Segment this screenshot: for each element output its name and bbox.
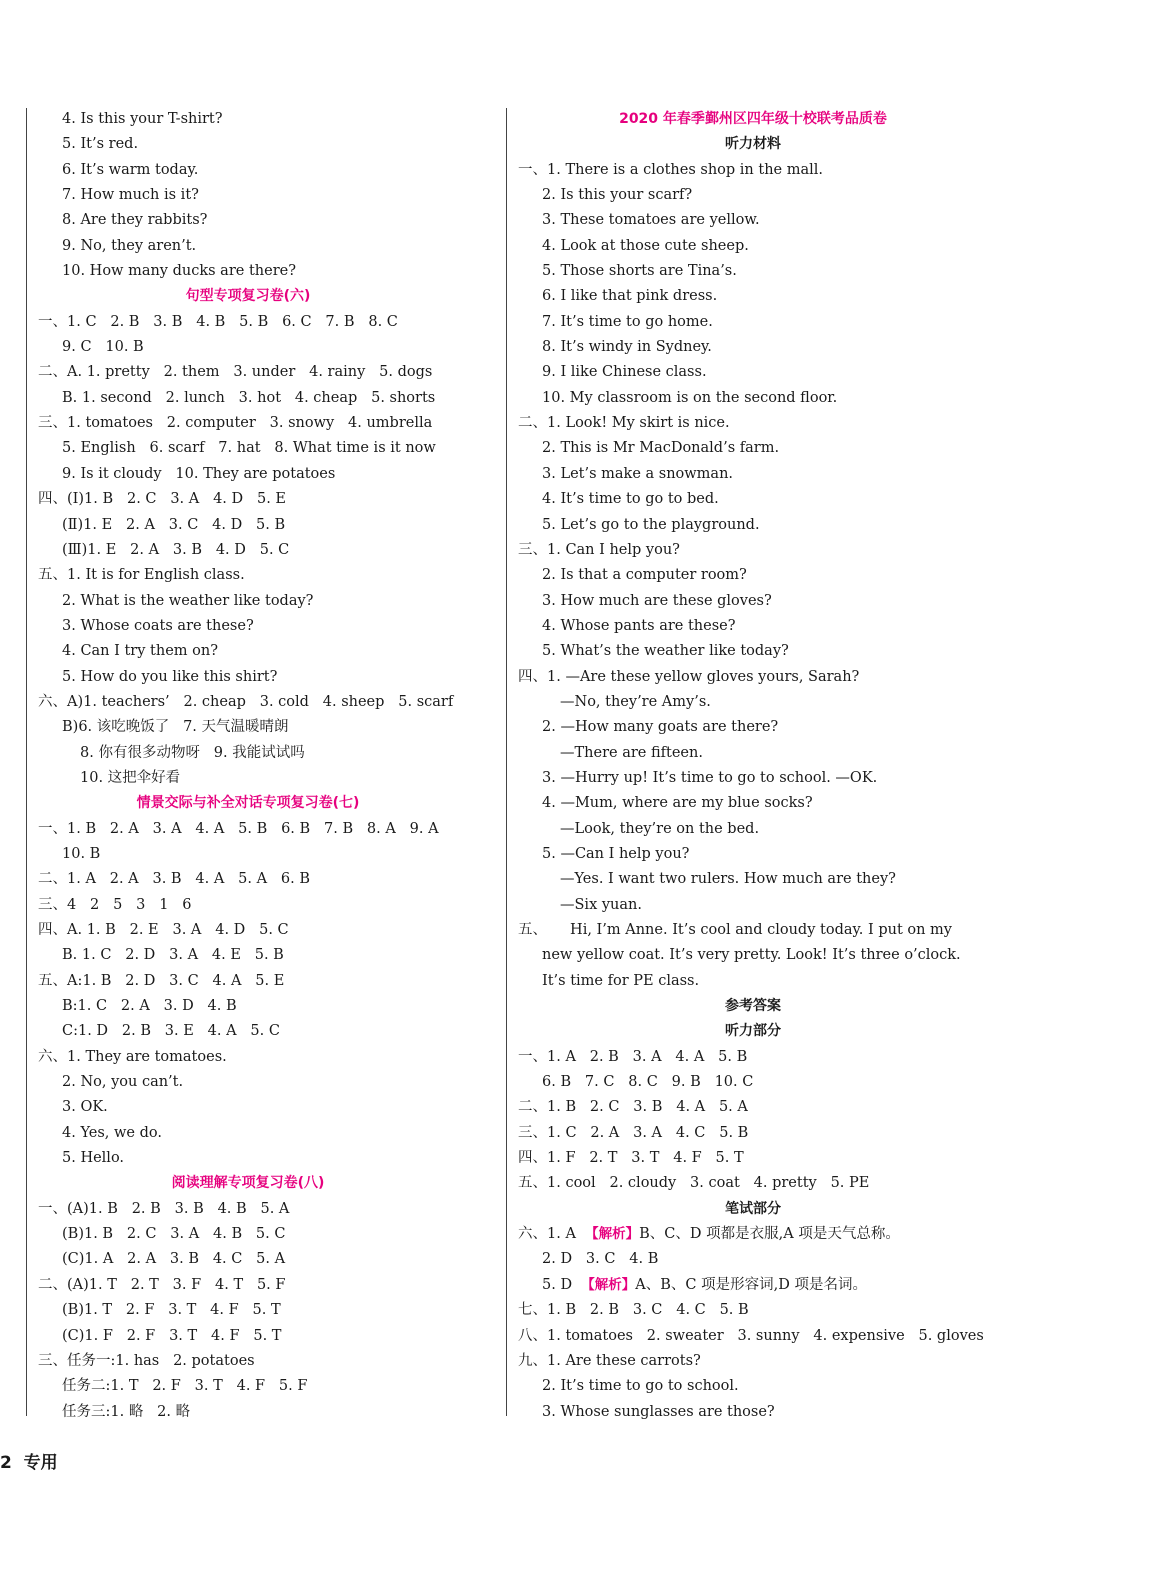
answer-line: 5. Hello. [62, 1150, 125, 1167]
answer-line: 5. —Can I help you? [542, 845, 690, 862]
answer-line: 6. B 7. C 8. C 9. B 10. C [542, 1074, 754, 1091]
section-heading: 2020 年春季鄞州区四年级十校联考品质卷 [619, 111, 887, 127]
answer-line: 一、(A)1. B 2. B 3. B 4. B 5. A [38, 1200, 290, 1217]
answer-line: 10. B [62, 845, 101, 862]
answer-line: 10. How many ducks are there? [62, 263, 296, 280]
analysis-tag: 【解析】 [585, 1226, 640, 1243]
answer-line: 9. I like Chinese class. [542, 364, 707, 381]
answer-line: 二、A. 1. pretty 2. them 3. under 4. rainy 5. dogs [38, 364, 433, 381]
analysis-text: B、C、D 项都是衣服,A 项是天气总称。 [639, 1226, 900, 1243]
answer-line: 一、1. B 2. A 3. A 4. A 5. B 6. B 7. B 8. A 9. A [38, 820, 439, 837]
left-margin-rule [26, 108, 27, 1416]
answer-line: 一、1. There is a clothes shop in the mall. [518, 161, 824, 178]
answer-line: (Ⅲ)1. E 2. A 3. B 4. D 5. C [62, 541, 290, 558]
answer-line: 任务二:1. T 2. F 3. T 4. F 5. F [62, 1378, 308, 1395]
answer-line: 3. Whose coats are these? [62, 617, 254, 634]
answer-line [518, 1273, 988, 1298]
answer-line: —Look, they’re on the bed. [560, 820, 760, 837]
analysis-text: A、B、C 项是形容词,D 项是名词。 [635, 1276, 867, 1293]
answer-line: 5. How do you like this shirt? [62, 668, 278, 685]
answer-line: 一、1. A 2. B 3. A 4. A 5. B [518, 1048, 748, 1065]
answer-line: 三、4 2 5 3 1 6 [38, 896, 192, 913]
left-column [38, 107, 498, 1425]
section-heading: 听力材料 [725, 136, 781, 153]
answer-line: B. 1. C 2. D 3. A 4. E 5. B [62, 947, 284, 964]
answer-line: 5. It’s red. [62, 136, 139, 153]
answer-line: 2. Is this your scarf? [542, 187, 693, 204]
answer-line: 四、(Ⅰ)1. B 2. C 3. A 4. D 5. E [38, 491, 287, 508]
section-heading: 笔试部分 [725, 1200, 781, 1217]
section-heading: 情景交际与补全对话专项复习卷(七) [136, 795, 360, 812]
column-divider [506, 108, 507, 1416]
answer-line: 2. It’s time to go to school. [542, 1378, 739, 1395]
answer-line: 二、1. Look! My skirt is nice. [518, 415, 730, 432]
answer-line: 2. —How many goats are there? [542, 719, 779, 736]
answer-line: 七、1. B 2. B 3. C 4. C 5. B [518, 1302, 749, 1319]
answer-line: —Yes. I want two rulers. How much are they? [560, 871, 896, 888]
analysis-tag: 【解析】 [581, 1276, 636, 1293]
answer-line: 9. C 10. B [62, 339, 144, 356]
answer-line: 4. It’s time to go to bed. [542, 491, 719, 508]
answer-line: 六、A)1. teachers’ 2. cheap 3. cold 4. sheep 5. scarf [38, 693, 454, 710]
answer-line: 3. Let’s make a snowman. [542, 465, 734, 482]
answer-line: (Ⅱ)1. E 2. A 3. C 4. D 5. B [62, 516, 286, 533]
answer-line: 8. 你有很多动物呀 9. 我能试试吗 [80, 744, 305, 761]
answer-line: 5. English 6. scarf 7. hat 8. What time is it now [62, 440, 436, 457]
answer-line: 6. It’s warm today. [62, 161, 199, 178]
answer-line: 六、1. They are tomatoes. [38, 1048, 227, 1065]
answer-line: B:1. C 2. A 3. D 4. B [62, 998, 237, 1015]
answer-line: —Six yuan. [560, 896, 642, 913]
answer-line: 4. Can I try them on? [62, 643, 218, 660]
answer-line: 7. It’s time to go home. [542, 313, 713, 330]
section-heading: 听力部分 [725, 1023, 781, 1040]
section-heading: 参考答案 [725, 998, 781, 1015]
answer-text: 5. D [542, 1276, 582, 1293]
page-footer: 2 专用 [0, 1453, 58, 1473]
answer-line: It’s time for PE class. [542, 972, 700, 989]
answer-line: 四、1. —Are these yellow gloves yours, Sarah? [518, 668, 860, 685]
answer-line: 2. What is the weather like today? [62, 592, 314, 609]
answer-line: 4. Look at those cute sheep. [542, 237, 749, 254]
answer-line: 五、1. It is for English class. [38, 567, 245, 584]
answer-line: (B)1. B 2. C 3. A 4. B 5. C [62, 1226, 286, 1243]
answer-line: 九、1. Are these carrots? [518, 1352, 701, 1369]
answer-line: 2. D 3. C 4. B [542, 1251, 659, 1268]
answer-line: (B)1. T 2. F 3. T 4. F 5. T [62, 1302, 281, 1319]
answer-line: 3. OK. [62, 1099, 108, 1116]
answer-line: 3. These tomatoes are yellow. [542, 212, 760, 229]
answer-line: 6. I like that pink dress. [542, 288, 718, 305]
answer-line: C:1. D 2. B 3. E 4. A 5. C [62, 1023, 280, 1040]
answer-line: (C)1. A 2. A 3. B 4. C 5. A [62, 1251, 286, 1268]
answer-line: 10. 这把伞好看 [80, 769, 181, 786]
answer-line: 2. Is that a computer room? [542, 567, 747, 584]
answer-line: B)6. 该吃晚饭了 7. 天气温暖晴朗 [62, 719, 289, 736]
answer-line: 五、A:1. B 2. D 3. C 4. A 5. E [38, 972, 285, 989]
answer-line: 一、1. C 2. B 3. B 4. B 5. B 6. C 7. B 8. C [38, 313, 398, 330]
answer-line: 5. Those shorts are Tina’s. [542, 263, 737, 280]
answer-line: 二、1. B 2. C 3. B 4. A 5. A [518, 1099, 748, 1116]
answer-line: (C)1. F 2. F 3. T 4. F 5. T [62, 1327, 282, 1344]
answer-line: 4. Yes, we do. [62, 1124, 162, 1141]
answer-line: 三、1. tomatoes 2. computer 3. snowy 4. umbrella [38, 415, 433, 432]
section-heading: 阅读理解专项复习卷(八) [171, 1175, 325, 1192]
answer-line: 7. How much is it? [62, 187, 199, 204]
answer-line: B. 1. second 2. lunch 3. hot 4. cheap 5. shorts [62, 389, 436, 406]
answer-line [518, 1222, 988, 1247]
answer-line: 5. What’s the weather like today? [542, 643, 789, 660]
answer-line: 3. How much are these gloves? [542, 592, 772, 609]
answer-line: 四、A. 1. B 2. E 3. A 4. D 5. C [38, 922, 289, 938]
answer-line: 8. It’s windy in Sydney. [542, 339, 712, 356]
right-column [518, 107, 988, 1425]
answer-line: 4. Is this your T-shirt? [62, 111, 223, 127]
answer-line: 9. No, they aren’t. [62, 237, 197, 254]
answer-line: 5. Let’s go to the playground. [542, 516, 760, 533]
answer-line: 八、1. tomatoes 2. sweater 3. sunny 4. expensive 5. gloves [518, 1327, 984, 1344]
answer-line: 3. —Hurry up! It’s time to go to school. —OK. [542, 769, 878, 786]
answer-line: 4. —Mum, where are my blue socks? [542, 795, 813, 812]
answer-text: 六、1. A [518, 1226, 586, 1243]
answer-line: 五、1. cool 2. cloudy 3. coat 4. pretty 5. PE [518, 1175, 870, 1192]
answer-line: 二、1. A 2. A 3. B 4. A 5. A 6. B [38, 871, 310, 888]
answer-line: 三、1. Can I help you? [518, 541, 680, 558]
answer-line: 2. No, you can’t. [62, 1074, 184, 1091]
answer-line: —There are fifteen. [560, 744, 703, 761]
answer-line: 四、1. F 2. T 3. T 4. F 5. T [518, 1150, 744, 1167]
answer-line: 4. Whose pants are these? [542, 617, 736, 634]
answer-line: 9. Is it cloudy 10. They are potatoes [62, 465, 336, 482]
answer-line: 任务三:1. 略 2. 略 [62, 1403, 191, 1420]
section-heading: 句型专项复习卷(六) [185, 288, 311, 305]
answer-line: new yellow coat. It’s very pretty. Look! It’s three o’clock. [542, 947, 961, 964]
answer-line: 二、(A)1. T 2. T 3. F 4. T 5. F [38, 1276, 286, 1293]
answer-line: 三、任务一:1. has 2. potatoes [38, 1352, 255, 1369]
answer-line: 3. Whose sunglasses are those? [542, 1403, 775, 1420]
answer-line: 五、 Hi, I’m Anne. It’s cool and cloudy today. I put on my [518, 922, 952, 938]
answer-line: 2. This is Mr MacDonald’s farm. [542, 440, 780, 457]
answer-line: 三、1. C 2. A 3. A 4. C 5. B [518, 1124, 749, 1141]
answer-line: 10. My classroom is on the second floor. [542, 389, 838, 406]
answer-line: 8. Are they rabbits? [62, 212, 208, 229]
answer-line: —No, they’re Amy’s. [560, 693, 711, 710]
